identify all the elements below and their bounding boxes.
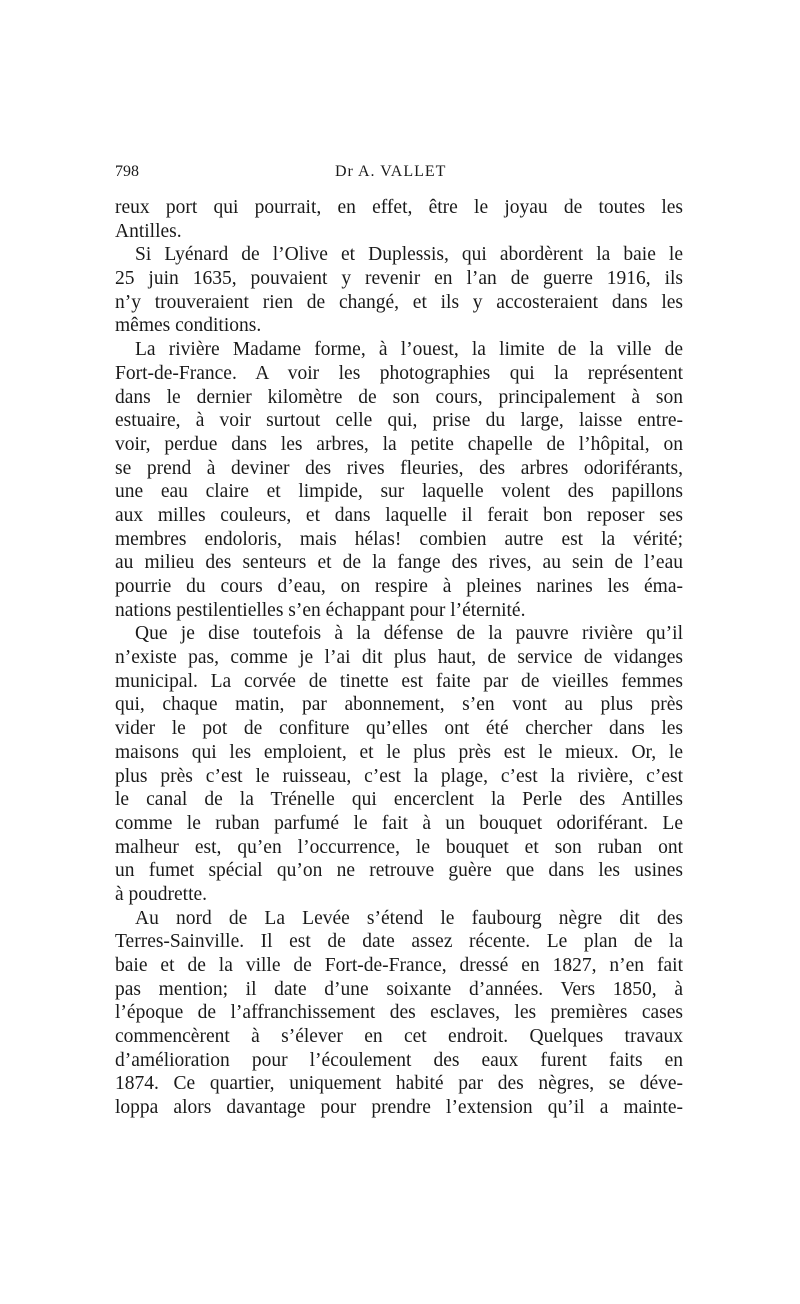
text-line: 1874. Ce quartier, uniquement habité par des nègres, se déve- bbox=[115, 1073, 683, 1095]
text-line: le canal de la Trénelle qui encerclent la Perle des Antilles bbox=[115, 789, 683, 811]
text-line: voir, perdue dans les arbres, la petite chapelle de l’hôpital, on bbox=[115, 433, 683, 455]
text-line: reux port qui pourrait, en effet, être le joyau de toutes les bbox=[115, 197, 683, 218]
text-line: La rivière Madame forme, à l’ouest, la limite de la ville de bbox=[135, 339, 683, 361]
text-line: municipal. La corvée de tinette est faite par de vieilles femmes bbox=[115, 670, 683, 692]
text-line: aux milles couleurs, et dans laquelle il ferait bon reposer ses bbox=[115, 504, 683, 526]
text-line: qui, chaque matin, par abonnement, s’en vont au plus près bbox=[115, 694, 683, 716]
text-line: loppa alors davantage pour prendre l’extension qu’il a mainte- bbox=[115, 1097, 683, 1119]
page-header bbox=[115, 160, 685, 184]
page-number: 798 bbox=[115, 163, 139, 180]
text-line: pourrie du cours d’eau, on respire à pleines narines les éma- bbox=[115, 576, 683, 597]
text-line: Terres-Sainville. Il est de date assez récente. Le plan de la bbox=[115, 931, 683, 953]
text-line: estuaire, à voir surtout celle qui, prise du large, laisse entre- bbox=[115, 410, 683, 432]
text-line: nations pestilentielles s’en échappant pour l’éternité. bbox=[115, 599, 526, 621]
text-line: vider le pot de confiture qu’elles ont été chercher dans les bbox=[115, 718, 683, 740]
text-line: au milieu des senteurs et de la fange des rives, au sein de l’eau bbox=[115, 552, 683, 574]
text-line: Que je dise toutefois à la défense de la pauvre rivière qu’il bbox=[135, 623, 683, 645]
running-head: Dr A. VALLET bbox=[335, 163, 447, 180]
text-line: se prend à deviner des rives fleuries, des arbres odoriférants, bbox=[115, 457, 683, 479]
body-text bbox=[115, 196, 683, 1120]
text-line: comme le ruban parfumé le fait à un bouquet odoriférant. Le bbox=[115, 812, 683, 834]
text-line: baie et de la ville de Fort-de-France, dressé en 1827, n’en fait bbox=[115, 955, 683, 976]
text-line: membres endoloris, mais hélas! combien autre est la vérité; bbox=[115, 528, 683, 550]
text-line: maisons qui les emploient, et le plus près est le mieux. Or, le bbox=[115, 741, 683, 763]
text-line: n’y trouveraient rien de changé, et ils y accosteraient dans les bbox=[115, 291, 683, 313]
text-line: d’amélioration pour l’écoulement des eaux furent faits en bbox=[115, 1049, 683, 1071]
text-line: une eau claire et limpide, sur laquelle volent des papillons bbox=[115, 481, 683, 503]
text-line: à poudrette. bbox=[115, 883, 208, 905]
text-line: Antilles. bbox=[115, 220, 182, 242]
text-line: mêmes conditions. bbox=[115, 315, 262, 337]
text-line: Fort-de-France. A voir les photographies qui la représentent bbox=[115, 362, 683, 384]
text-line: Si Lyénard de l’Olive et Duplessis, qui abordèrent la baie le bbox=[135, 244, 683, 266]
text-line: un fumet spécial qu’on ne retrouve guère que dans les usines bbox=[115, 860, 683, 882]
text-line: l’époque de l’affranchissement des esclaves, les premières cases bbox=[115, 1002, 683, 1024]
text-line: plus près c’est le ruisseau, c’est la plage, c’est la rivière, c’est bbox=[115, 765, 683, 787]
text-line: Au nord de La Levée s’étend le faubourg nègre dit des bbox=[135, 907, 683, 929]
text-line: commencèrent à s’élever en cet endroit. Quelques travaux bbox=[115, 1026, 683, 1048]
text-line: pas mention; il date d’une soixante d’années. Vers 1850, à bbox=[115, 978, 683, 1000]
text-line: malheur est, qu’en l’occurrence, le bouquet et son ruban ont bbox=[115, 836, 683, 858]
text-line: n’existe pas, comme je l’ai dit plus haut, de service de vidanges bbox=[115, 647, 683, 669]
text-line: dans le dernier kilomètre de son cours, principalement à son bbox=[115, 386, 683, 408]
text-line: 25 juin 1635, pouvaient y revenir en l’an de guerre 1916, ils bbox=[115, 268, 683, 290]
